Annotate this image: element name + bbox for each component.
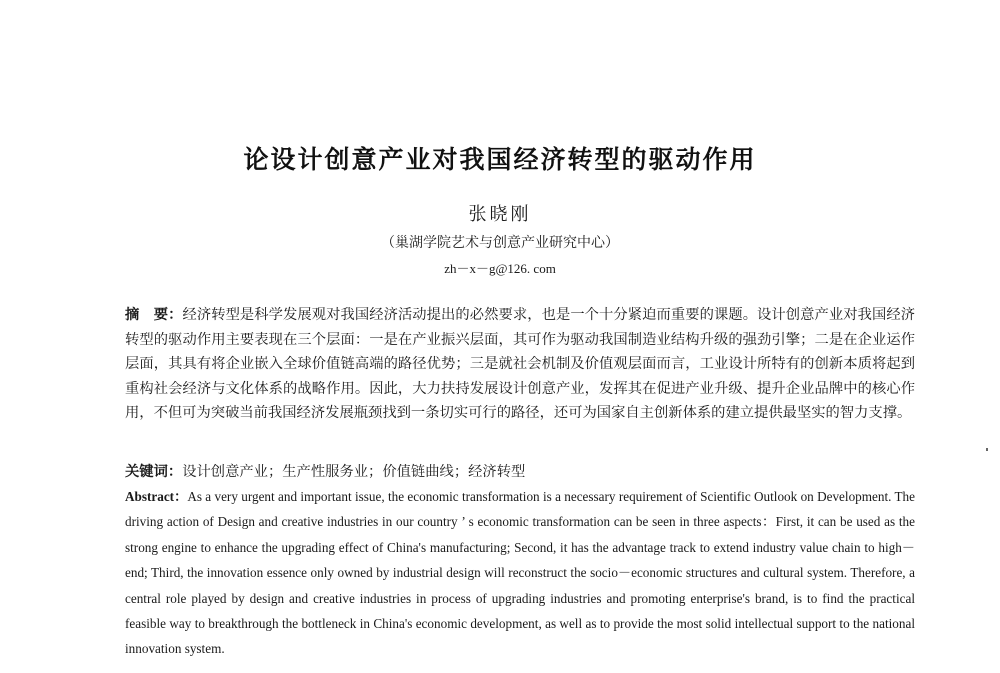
paper-title: 论设计创意产业对我国经济转型的驱动作用 <box>243 145 757 174</box>
author-affiliation: （巢湖学院艺术与创意产业研究中心） <box>381 235 619 251</box>
keywords <box>125 460 915 484</box>
scan-mark <box>986 448 988 451</box>
author-name: 张晓刚 <box>468 204 532 225</box>
english-abstract-label: Abstract： <box>125 489 188 504</box>
chinese-abstract <box>125 303 915 426</box>
keywords-label: 关键词： <box>125 464 183 480</box>
chinese-abstract-text: 经济转型是科学发展观对我国经济活动提出的必然要求，也是一个十分紧迫而重要的课题。设计创意产业对我国经济转型的驱动作用主要表现在三个层面：一是在产业振兴层面，其可作为驱动我国制造业结构升级的强劲引擎；二是在企业运作层面，其具有将企业嵌入全球价值链高端的路径优势；三是就社会机制及价值观层面而言，工业设计所特有的创新本质将起到重构社会经济与文化体系的战略作用。因此，大力扶持发展设计创意产业，发挥其在促进产业升级、提升企业品牌中的核心作用，不但可为突破当前我国经济发展瓶颈找到一条切实可行的路径，还可为国家自主创新体系的建立提供最坚实的智力支撑。 <box>125 307 916 421</box>
keywords-text: 设计创意产业；生产性服务业；价值链曲线；经济转型 <box>182 464 526 480</box>
chinese-abstract-label: 摘 要： <box>125 307 183 323</box>
english-abstract-text: As a very urgent and important issue, the economic transformation is a necessary requirement of Scientific Outlook on Development. The driving action of Design and creative industries in our country ’ s economic transformation can be seen in three aspects：First, it can be used as the strong engine to enhance the upgrading effect of China's manufacturing; Second, it has the advantage track to extend industry value chain to high－end; Third, the innovation essence only owned by industrial design will reconstruct the socio－economic structures and cultural system. Therefore, a central role played by design and creative industries in process of upgrading industries and promoting enterprise's brand, is to find the practical feasible way to breakthrough the bottleneck in China's economic development, as well as to provide the most solid intellectual support to the national innovation system. <box>125 489 915 657</box>
author-email: zh－x－g@126. com <box>444 261 556 276</box>
english-abstract <box>125 484 915 673</box>
